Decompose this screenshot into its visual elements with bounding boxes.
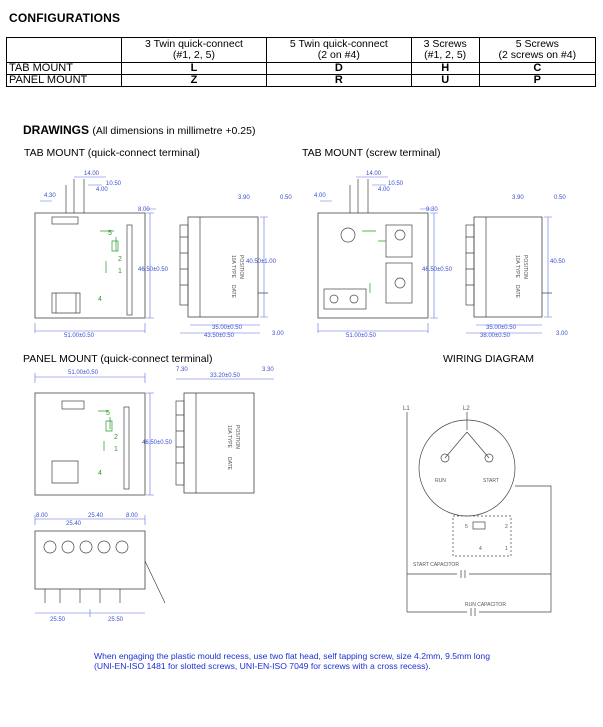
dim-38: 38.00±0.50 bbox=[480, 333, 510, 339]
start-capacitor-label: START CAPACITOR bbox=[413, 562, 459, 568]
dim-2550: 25.50 bbox=[50, 617, 66, 623]
row-label: TAB MOUNT bbox=[7, 63, 122, 75]
relay-date-text: DATE bbox=[514, 285, 520, 298]
note-line-1: When engaging the plastic mould recess, use two flat head, self tapping screw, size 4.2mm, 9.5mm long bbox=[94, 651, 490, 661]
terminal-1-label: 1 bbox=[118, 268, 122, 275]
pins bbox=[66, 179, 84, 213]
table-row bbox=[7, 75, 596, 87]
dim-400: 4.00 bbox=[378, 187, 390, 193]
dim-line bbox=[35, 323, 145, 333]
dim-300: 3.00 bbox=[556, 331, 568, 337]
dim-300: 3.00 bbox=[272, 331, 284, 337]
relay-position-text: POSITION bbox=[238, 255, 244, 279]
terminal-2-label: 2 bbox=[114, 434, 118, 441]
panel-qc-title: PANEL MOUNT (quick-connect terminal) bbox=[23, 353, 213, 365]
term-2: 2 bbox=[505, 524, 508, 530]
l2-label: L2 bbox=[463, 406, 470, 412]
dim-800: 8.00 bbox=[126, 513, 138, 519]
relay-type-text: 10A TYPE bbox=[230, 255, 236, 278]
wiring-title: WIRING DIAGRAM bbox=[443, 353, 534, 365]
dim-line bbox=[320, 177, 432, 209]
relay-front-body bbox=[35, 393, 145, 495]
dim-4650: 46.50±0.50 bbox=[142, 440, 172, 446]
dim-050: 0.50 bbox=[280, 195, 292, 201]
dim-35: 35.00±0.50 bbox=[486, 325, 516, 331]
note-line-2: (UNI-EN-ISO 1481 for slotted screws, UNI-EN-ISO 7049 for screws with a cross recess). bbox=[94, 661, 431, 671]
start-label: START bbox=[483, 478, 499, 484]
motor-windings bbox=[445, 432, 489, 458]
dim-330: 3.30 bbox=[262, 367, 274, 373]
wiring-diagram bbox=[395, 398, 575, 628]
dim-050: 0.50 bbox=[554, 195, 566, 201]
terminal-5-label: 5 bbox=[106, 410, 110, 417]
dim-4650: 46.50±0.50 bbox=[138, 267, 168, 273]
dim-line bbox=[35, 609, 145, 617]
run-label: RUN bbox=[435, 478, 446, 484]
term-1: 1 bbox=[505, 546, 508, 552]
line-wires bbox=[407, 412, 467, 612]
relay-side-body bbox=[474, 217, 542, 317]
relay-position-text: POSITION bbox=[234, 425, 240, 449]
tab-qc-title: TAB MOUNT (quick-connect terminal) bbox=[24, 147, 200, 159]
dim-730: 7.30 bbox=[176, 367, 188, 373]
dim-line bbox=[544, 217, 552, 317]
dim-390: 3.90 bbox=[512, 195, 524, 201]
dim-800: 8.00 bbox=[138, 207, 150, 213]
dim-1050: 10.50 bbox=[106, 181, 122, 187]
dim-4050: 40.50±1.00 bbox=[246, 259, 276, 265]
configurations-table bbox=[6, 37, 596, 87]
config-code: R bbox=[266, 75, 411, 87]
terminal-4-label: 4 bbox=[98, 296, 102, 303]
dim-400: 4.00 bbox=[96, 187, 108, 193]
dim-430: 4.30 bbox=[44, 193, 56, 199]
dim-2540: 25.40 bbox=[88, 513, 104, 519]
dim-14: 14.00 bbox=[84, 171, 100, 177]
mounting-note bbox=[94, 651, 594, 671]
column-header: 5 Screws (2 screws on #4) bbox=[479, 38, 595, 63]
dim-4050: 40.50 bbox=[550, 259, 566, 265]
table-corner-cell bbox=[7, 38, 122, 63]
run-capacitor-label: RUN CAPACITOR bbox=[465, 602, 506, 608]
terminal-4-label: 4 bbox=[98, 470, 102, 477]
config-code: L bbox=[122, 63, 267, 75]
tab-screw-title: TAB MOUNT (screw terminal) bbox=[302, 147, 441, 159]
pins bbox=[350, 179, 368, 213]
terminal-2-label: 2 bbox=[118, 256, 122, 263]
dim-51: 51.00±0.50 bbox=[64, 333, 94, 339]
dim-800: 8.00 bbox=[36, 513, 48, 519]
relay-type-text: 10A TYPE bbox=[226, 425, 232, 448]
term-4: 4 bbox=[479, 546, 482, 552]
dim-390: 3.90 bbox=[238, 195, 250, 201]
table-row bbox=[7, 63, 596, 75]
column-header: 3 Twin quick-connect (#1, 2, 5) bbox=[122, 38, 267, 63]
dim-2550: 25.50 bbox=[108, 617, 124, 623]
tab-screw-drawing bbox=[300, 165, 603, 345]
config-code: U bbox=[411, 75, 479, 87]
relay-date-text: DATE bbox=[230, 285, 236, 298]
dim-930: 9.30 bbox=[426, 207, 438, 213]
dim-line bbox=[146, 213, 154, 318]
relay-front-body bbox=[35, 213, 145, 318]
dim-3320: 33.20±0.50 bbox=[210, 373, 240, 379]
config-code: P bbox=[479, 75, 595, 87]
configurations-heading: CONFIGURATIONS bbox=[9, 11, 121, 25]
relay-coil bbox=[473, 522, 485, 529]
relay-front-body bbox=[318, 213, 428, 318]
dim-4350: 43.50±0.50 bbox=[204, 333, 234, 339]
dim-51: 51.00±0.50 bbox=[68, 370, 98, 376]
column-header: 3 Screws (#1, 2, 5) bbox=[411, 38, 479, 63]
motor-circle bbox=[419, 420, 515, 516]
tab-qc-drawing bbox=[0, 165, 300, 345]
l1-label: L1 bbox=[403, 406, 410, 412]
table-header-row bbox=[7, 38, 596, 63]
dim-35: 35.00±0.50 bbox=[212, 325, 242, 331]
dim-2540: 25.40 bbox=[66, 521, 82, 527]
column-header: 5 Twin quick-connect (2 on #4) bbox=[266, 38, 411, 63]
term-5: 5 bbox=[465, 524, 468, 530]
panel-qc-drawing bbox=[0, 365, 300, 650]
dim-51: 51.00±0.50 bbox=[346, 333, 376, 339]
config-code: D bbox=[266, 63, 411, 75]
dim-line bbox=[318, 323, 428, 333]
dim-400: 4.00 bbox=[314, 193, 326, 199]
dim-line bbox=[430, 213, 438, 318]
dim-line bbox=[40, 177, 156, 209]
relay-position-text: POSITION bbox=[522, 255, 528, 279]
terminal-1-label: 1 bbox=[114, 446, 118, 453]
side-tabs bbox=[176, 401, 184, 485]
dim-14: 14.00 bbox=[366, 171, 382, 177]
config-code: H bbox=[411, 63, 479, 75]
relay-side-body bbox=[188, 217, 258, 317]
relay-type-text: 10A TYPE bbox=[514, 255, 520, 278]
dim-line bbox=[260, 217, 268, 317]
relay-side-body bbox=[184, 393, 254, 493]
config-code: Z bbox=[122, 75, 267, 87]
row-label: PANEL MOUNT bbox=[7, 75, 122, 87]
relay-bottom-body bbox=[35, 531, 145, 589]
relay-date-text: DATE bbox=[226, 457, 232, 470]
drawings-heading: DRAWINGS (All dimensions in millimetre +0.25) bbox=[23, 123, 256, 137]
dim-4650: 46.50±0.50 bbox=[422, 267, 452, 273]
config-code: C bbox=[479, 63, 595, 75]
dim-1050: 10.50 bbox=[388, 181, 404, 187]
terminal-5-label: 5 bbox=[108, 230, 112, 237]
